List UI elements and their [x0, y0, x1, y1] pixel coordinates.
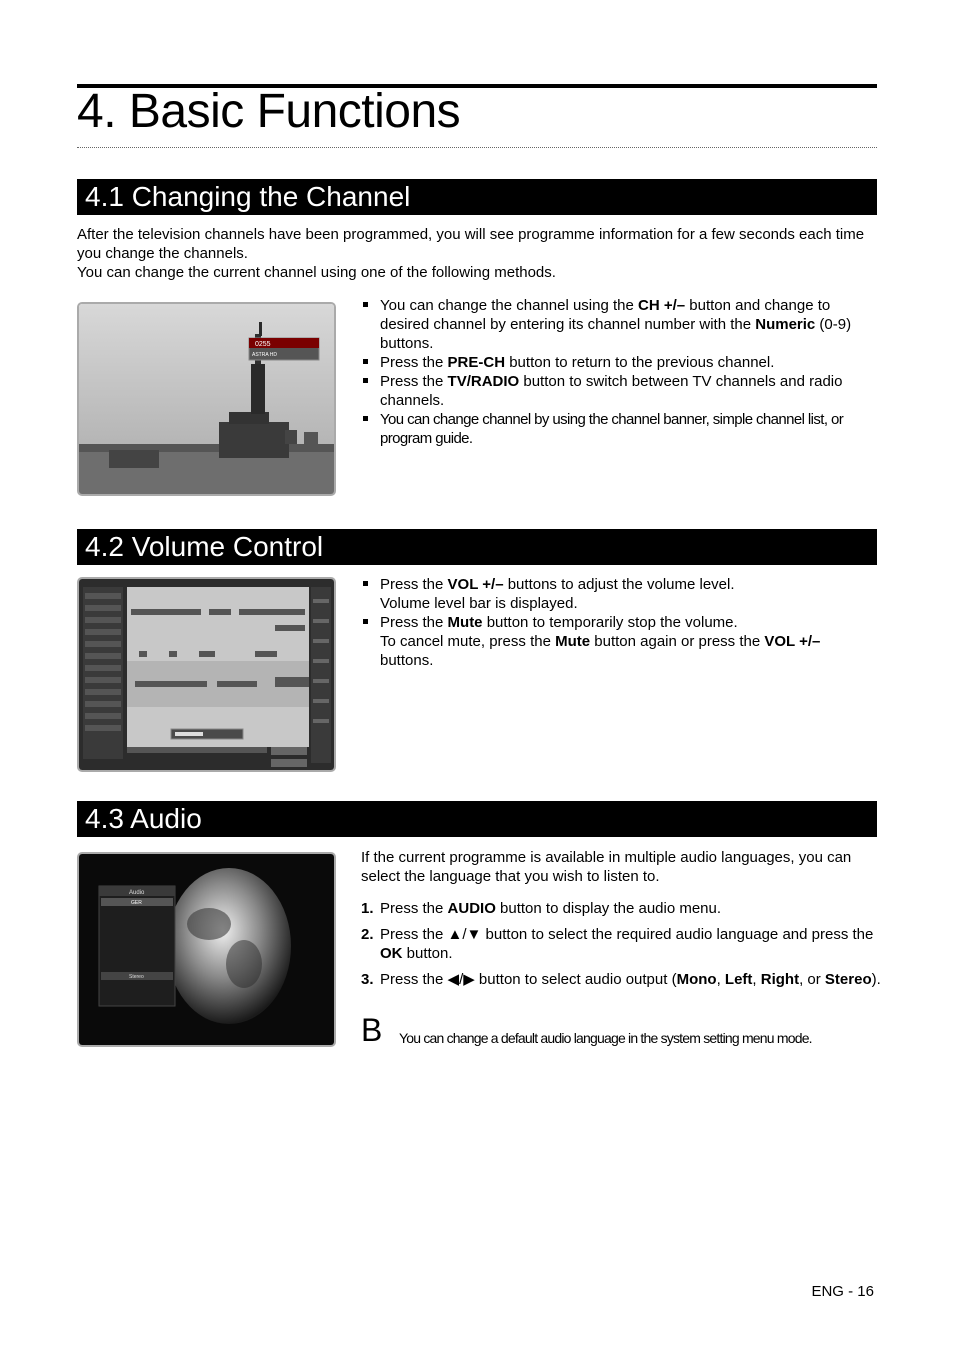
list-item: Press the Mute button to temporarily stop the volume. To cancel mute, press the Mute button again or press the VOL +/– buttons.: [361, 613, 881, 670]
intro-paragraph-2: You can change the current channel using one of the following methods.: [77, 264, 556, 281]
section-heading-changing-channel: [77, 179, 877, 215]
list-item: Press the VOL +/– buttons to adjust the volume level. Volume level bar is displayed.: [361, 575, 881, 613]
list-item: Press the PRE-CH button to return to the previous channel.: [361, 353, 881, 372]
chapter-title: 4. Basic Functions: [77, 85, 461, 138]
dotted-rule: [77, 147, 877, 148]
audio-menu-screenshot: [77, 852, 336, 1047]
audio-language-item: GER: [131, 900, 142, 906]
audio-output-item: Stereo: [129, 974, 144, 980]
list-item: 1. Press the AUDIO button to display the audio menu.: [361, 900, 722, 917]
channel-methods-list: [361, 296, 881, 448]
channel-name-overlay: ASTRA HD: [252, 352, 278, 358]
audio-menu-title: Audio: [129, 890, 145, 896]
list-item: 2. Press the ▲/▼ button to select the required audio language and press the OK button.: [361, 926, 874, 962]
section-title: 4.2 Volume Control: [85, 531, 324, 562]
note-text: You can change a default audio language in the system setting menu mode.: [399, 1030, 812, 1046]
page-number: ENG - 16: [811, 1283, 874, 1300]
volume-instructions-list: [361, 575, 881, 670]
section-heading-volume-control: [77, 529, 877, 565]
audio-steps-list: [361, 899, 881, 996]
volume-control-screenshot: [77, 577, 336, 772]
section-title: 4.1 Changing the Channel: [85, 181, 411, 212]
list-item: You can change channel by using the channel banner, simple channel list, or program guide.: [361, 410, 881, 448]
channel-change-screenshot: [77, 302, 336, 496]
note-icon: B: [361, 1012, 383, 1048]
intro-paragraph-1: After the television channels have been programmed, you will see programme information for a few seconds each time you change the channels.: [77, 226, 865, 262]
channel-number-overlay: 0255: [255, 341, 271, 348]
list-item: You can change the channel using the CH +/– button and change to desired channel by entering its channel number with the Numeric (0-9) buttons.: [361, 296, 881, 353]
list-item: 3. Press the ◀/▶ button to select audio output (Mono, Left, Right, or Stereo).: [361, 971, 881, 988]
section-title: 4.3 Audio: [85, 803, 202, 834]
section-heading-audio: [77, 801, 877, 837]
audio-intro-paragraph: If the current programme is available in multiple audio languages, you can select the language that you wish to listen to.: [361, 849, 852, 885]
list-item: Press the TV/RADIO button to switch between TV channels and radio channels.: [361, 372, 881, 410]
